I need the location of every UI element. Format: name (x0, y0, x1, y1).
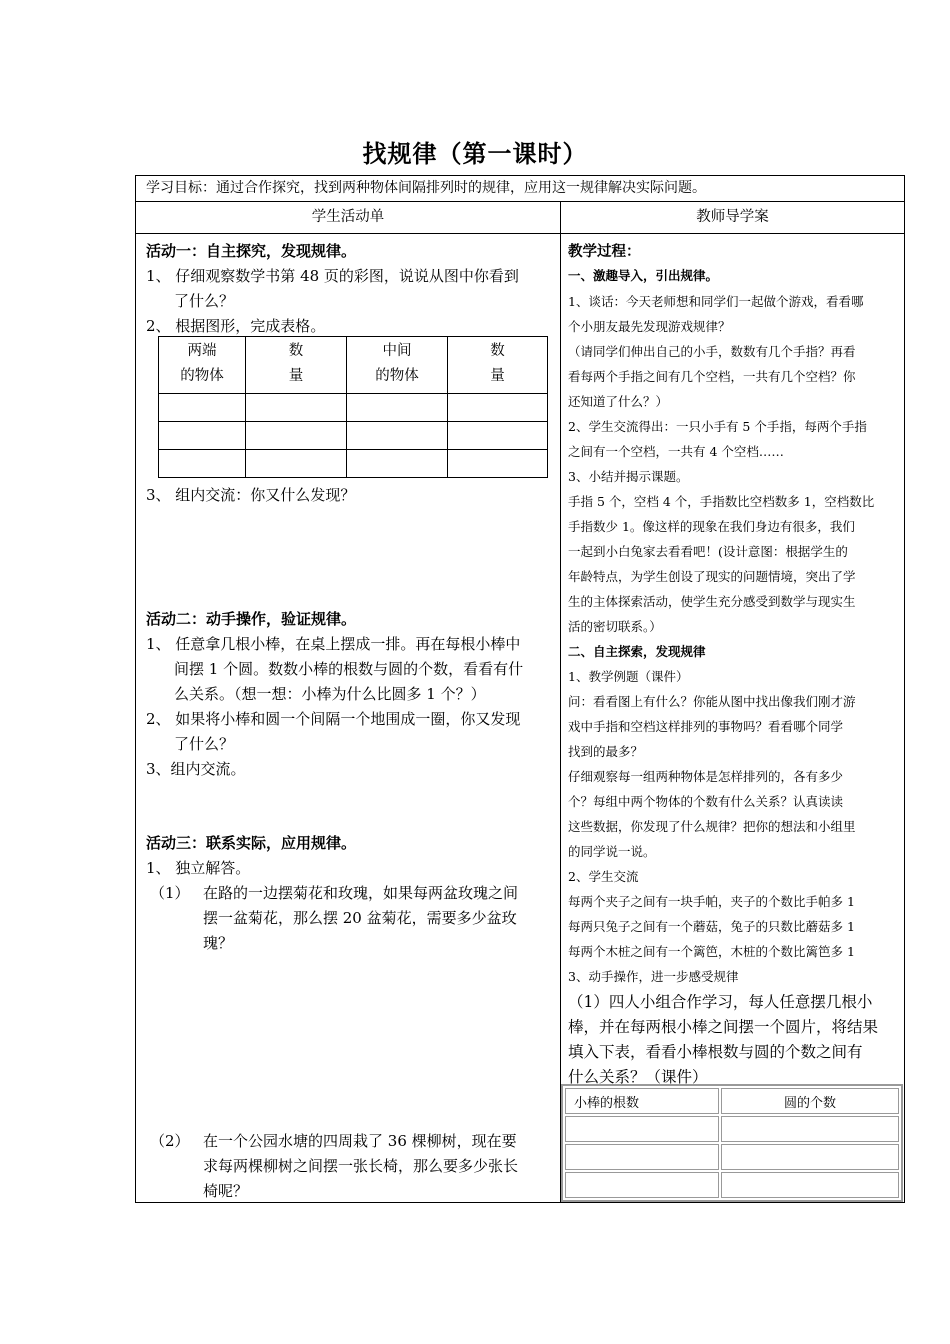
guide-line: 3、动手操作，进一步感受规律 (568, 969, 739, 984)
guide-line: 个小朋友最先发现游戏规律？ (568, 319, 731, 334)
activity-3-item-1: 1、 独立解答。 (146, 859, 251, 877)
header-circles: 圆的个数 (721, 1088, 899, 1114)
question-2-text: 求每两棵柳树之间摆一张长椅，那么要多少张长 (203, 1157, 519, 1175)
table-row (565, 1116, 899, 1142)
header-sticks: 小棒的根数 (565, 1088, 719, 1114)
guide-line: 1、谈话：今天老师想和同学们一起做个游戏，看看哪 (568, 294, 864, 309)
section-1-title: 一、激趣导入，引出规律。 (568, 268, 719, 283)
activity-2-item-3: 3、组内交流。 (146, 760, 246, 778)
guide-line: 填入下表，看看小棒根数与圆的个数之间有 (568, 1043, 863, 1061)
learning-goal: 学习目标：通过合作探究，找到两种物体间隔排列时的规律，应用这一规律解决实际问题。 (136, 176, 904, 202)
guide-line: 还知道了什么？） (568, 394, 669, 409)
guide-line: 每两只兔子之间有一个蘑菇，兔子的只数比蘑菇多 1 (568, 919, 855, 934)
page-title: 找规律（第一课时） (362, 140, 588, 168)
stick-circle-table (561, 1084, 903, 1202)
guide-line: 2、学生交流 (568, 869, 639, 884)
question-1-text: 在路的一边摆菊花和玫瑰，如果每两盆玫瑰之间 (203, 884, 519, 902)
question-1-text: 摆一盆菊花，那么摆 20 盆菊花，需要多少盆玫 (203, 909, 517, 927)
guide-line: 的同学说一说。 (568, 844, 656, 859)
guide-line: 2、学生交流得出：一只小手有 5 个手指，每两个手指 (568, 419, 867, 434)
guide-line: 手指数少 1。像这样的现象在我们身边有很多，我们 (568, 519, 855, 534)
guide-line: 3、小结并揭示课题。 (568, 469, 689, 484)
guide-line: 活的密切联系。） (568, 619, 662, 634)
guide-line: 个？每组中两个物体的个数有什么关系？认真读读 (568, 794, 844, 809)
activity-2-item-2-cont: 了什么？ (174, 735, 235, 753)
guide-line: 什么关系？（课件） (568, 1068, 708, 1086)
guide-line: 棒，并在每两根小棒之间摆一个圆片，将结果 (568, 1018, 879, 1036)
table-row (159, 394, 548, 422)
activity-1-item-1-cont: 了什么？ (174, 292, 235, 310)
activity-3-title: 活动三：联系实际，应用规律。 (146, 834, 357, 852)
guide-line: 找到的最多？ (568, 744, 644, 759)
section-2-title: 二、自主探索，发现规律 (568, 644, 706, 659)
question-1-number: （1） (150, 884, 190, 902)
question-1-text: 瑰？ (203, 934, 234, 952)
guide-line: 看每两个手指之间有几个空档，一共有几个空档？你 (568, 369, 856, 384)
guide-line: 仔细观察每一组两种物体是怎样排列的，各有多少 (568, 769, 844, 784)
guide-line: （1）四人小组合作学习，每人任意摆几根小 (568, 993, 873, 1011)
guide-line: 手指 5 个，空档 4 个，手指数比空档数多 1，空档数比 (568, 494, 875, 509)
table-row (159, 450, 548, 478)
activity-1-item-1: 1、 仔细观察数学书第 48 页的彩图，说说从图中你看到 (146, 267, 519, 285)
guide-line: 年龄特点，为学生创设了现实的问题情境，突出了学 (568, 569, 856, 584)
guide-line: （请同学们伸出自己的小手，数数有几个手指？再看 (568, 344, 856, 359)
guide-line: 戏中手指和空档这样排列的事物吗？看看哪个同学 (568, 719, 844, 734)
guide-line: 这些数据，你发现了什么规律？把你的想法和小组里 (568, 819, 856, 834)
activity-1-item-3: 3、 组内交流：你又什么发现？ (146, 486, 356, 504)
question-2-text: 在一个公园水塘的四周栽了 36 棵柳树，现在要 (203, 1132, 517, 1150)
activity-1-title: 活动一：自主探究，发现规律。 (146, 242, 357, 260)
question-2-text: 椅呢？ (203, 1182, 249, 1200)
question-2-number: （2） (150, 1132, 190, 1150)
lesson-table (135, 175, 905, 1203)
teacher-column-header: 教师导学案 (561, 202, 904, 234)
guide-line: 问：看看图上有什么？你能从图中找出像我们刚才游 (568, 694, 856, 709)
activity-2-item-1: 1、 任意拿几根小棒，在桌上摆成一排。再在每根小棒中 (146, 635, 521, 653)
column-divider (560, 202, 561, 1202)
activity-2-item-2: 2、 如果将小棒和圆一个间隔一个地围成一圈，你又发现 (146, 710, 521, 728)
guide-line: 生的主体探索活动，使学生充分感受到数学与现实生 (568, 594, 856, 609)
activity-2-item-1-cont: 么关系。（想一想：小棒为什么比圆多 1 个？） (174, 685, 486, 703)
guide-line: 每两个木桩之间有一个篱笆，木桩的个数比篱笆多 1 (568, 944, 855, 959)
pattern-table (158, 336, 548, 478)
guide-line: 一起到小白兔家去看看吧！(设计意图：根据学生的 (568, 544, 848, 559)
header-ends: 两端 的物体 (159, 337, 246, 394)
header-count-1: 数 量 (246, 337, 347, 394)
header-middle: 中间 的物体 (347, 337, 448, 394)
activity-1-item-2: 2、 根据图形，完成表格。 (146, 317, 326, 335)
table-row (159, 422, 548, 450)
guide-line: 每两个夹子之间有一块手帕，夹子的个数比手帕多 1 (568, 894, 855, 909)
process-title: 教学过程： (568, 244, 641, 260)
guide-line: 之间有一个空档，一共有 4 个空档…… (568, 444, 784, 459)
activity-2-title: 活动二：动手操作，验证规律。 (146, 610, 357, 628)
table-row (565, 1172, 899, 1198)
activity-2-item-1-cont: 间摆 1 个圆。数数小棒的根数与圆的个数，看看有什 (174, 660, 524, 678)
guide-line: 1、教学例题（课件） (568, 669, 689, 684)
student-column-header: 学生活动单 (136, 202, 560, 234)
table-row (565, 1144, 899, 1170)
header-count-2: 数 量 (448, 337, 548, 394)
